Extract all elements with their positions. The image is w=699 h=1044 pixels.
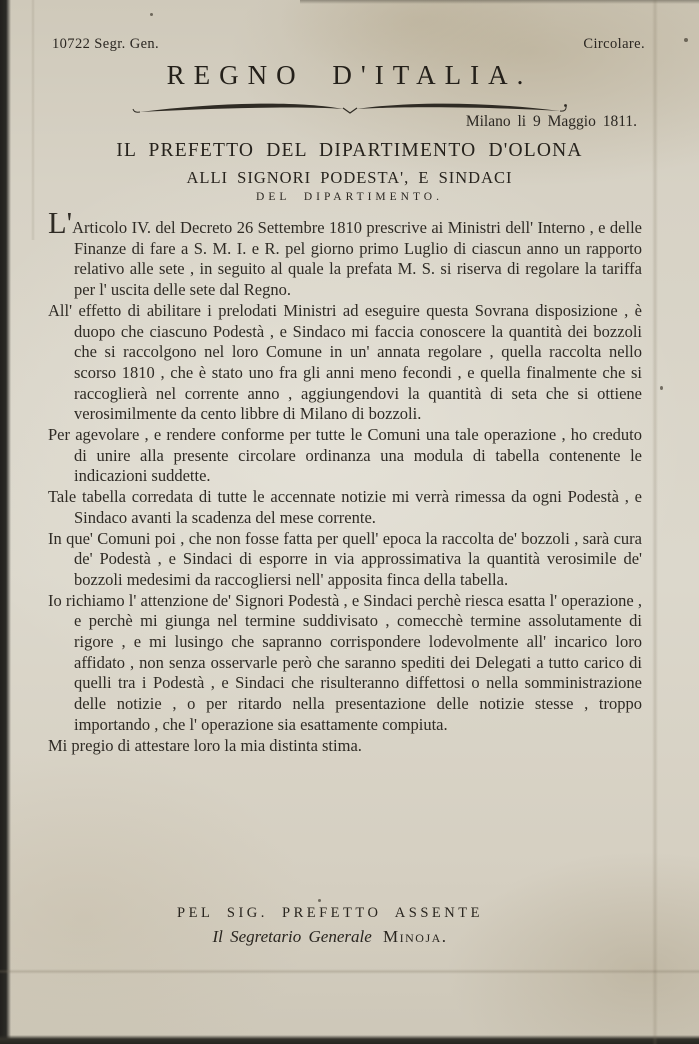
signature-role: Il Segretario Generale bbox=[212, 927, 372, 946]
paragraph: All' effetto di abilitare i prelodati Ministri ad eseguire questa Sovrana disposizione , è duopo che ciascuno Podestà , e Sindaco mi faccia conoscere la quantità dei bozzoli che si raccolgono nel loro Comune in un' annata regolare , quella raccolta nello scorso 1810 , che è stato uno fra gli anni meno fecondi , e quella finalmente che si raccoglierà nel corrente anno , aggiungendovi la quantità di seta che si ottiene verosimilmente da cento libbre di Milano di bozzoli. bbox=[48, 300, 642, 424]
document-type-label: Circolare. bbox=[583, 36, 645, 52]
signature-name: Minoja. bbox=[383, 927, 448, 946]
paragraph: Tale tabella corredata di tutte le accennate notizie mi verrà rimessa da ogni Podestà , e Sindaco avanti la scadenza del mese corrente. bbox=[48, 487, 642, 527]
paragraph: Per agevolare , e rendere conforme per tutte le Comuni una tale operazione , ho creduto di unire alla presente circolare ordinanza una modula di tabella contenente le indicazioni suddette. bbox=[48, 425, 642, 486]
paragraph: L'Articolo IV. del Decreto 26 Settembre 1810 prescrive ai Ministri dell' Interno , e delle Finanze di fare a S. M. I. e R. pel giorno primo Luglio di ciascun anno un rapporto relativo alle sete , in seguito al quale la prefata M. S. si riserva di regolare la tariffa per l' uscita delle sete dal Regno. bbox=[48, 206, 642, 300]
addressee-line-1: IL PREFETTO DEL DIPARTIMENTO D'OLONA bbox=[116, 140, 583, 161]
protocol-number: 10722 Segr. Gen. bbox=[52, 36, 160, 52]
paragraph: Mi pregio di attestare loro la mia distinta stima. bbox=[48, 735, 362, 755]
signature-capacity-line: PEL SIG. PREFETTO ASSENTE bbox=[177, 905, 483, 921]
document-body bbox=[48, 206, 642, 756]
signature-line bbox=[20, 927, 640, 947]
paragraph: In que' Comuni poi , che non fosse fatta per quell' epoca la raccolta de' bozzoli , sarà cura de' Podestà , e Sindaci di esporre in via approssimativa la quantità verosimile de' bozzoli medesimi da raccogliersi nell' apposita finca della tabella. bbox=[48, 528, 642, 589]
addressee-line-3: DEL DIPARTIMENTO. bbox=[256, 191, 443, 203]
addressee-line-2: ALLI SIGNORI PODESTA', E SINDACI bbox=[186, 168, 513, 187]
paragraph: Io richiamo l' attenzione de' Signori Podestà , e Sindaci perchè riesca esatta l' operazione , e perchè mi giunga nel termine suddivisato , comecchè termine assolutamente di rigore , e mi lusingo che sapranno corrispondere lodevolmente all' incarico loro affidato , non senza osservarle però che saranno spediti dei Delegati a tutto carico di quelli tra i Podestà , e Sindaci che risulteranno diffettosi o nella somministrazione delle notizie , o per ritardo nella presentazione delle notizie stesse , troppo importando , che l' operazione sia esattamente compiuta. bbox=[48, 590, 642, 734]
document-header bbox=[52, 36, 645, 53]
page-title: REGNO D'ITALIA. bbox=[166, 60, 533, 90]
dateline: Milano li 9 Maggio 1811. bbox=[465, 113, 637, 130]
